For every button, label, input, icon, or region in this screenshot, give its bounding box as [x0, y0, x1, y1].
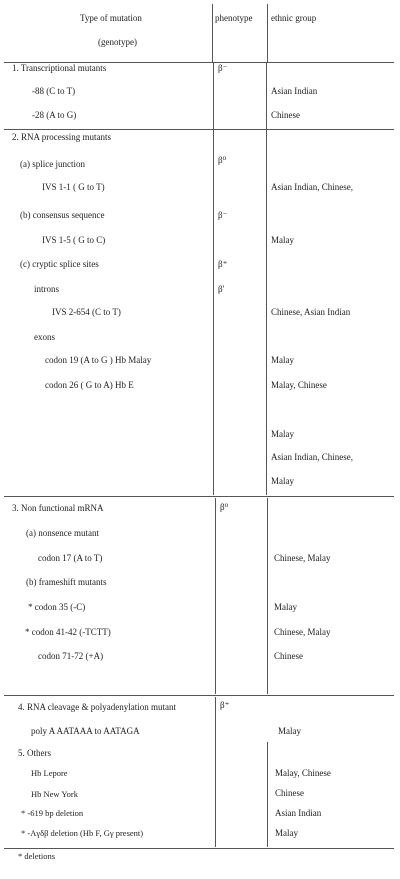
row-ethnic: Malay [275, 828, 298, 838]
column-divider-2 [266, 62, 267, 495]
row-ethnic: Malay [274, 602, 297, 612]
header-col1-line2: (genotype) [98, 37, 137, 47]
row-ethnic: Asian Indian [275, 808, 322, 818]
row-phenotype: β⁻ [218, 63, 228, 73]
footer-rule [4, 848, 394, 849]
row-text: * codon 35 (-C) [28, 602, 86, 612]
row-text: (b) frameshift mutants [26, 577, 107, 587]
row-ethnic: Malay, Chinese [271, 380, 327, 390]
row-text: (a) nonsence mutant [26, 528, 99, 538]
row-ethnic: Chinese, Malay [274, 553, 331, 563]
row-ethnic: Asian Indian [271, 86, 318, 96]
column-divider-1 [213, 62, 214, 495]
row-text: codon 17 (A to T) [38, 553, 103, 563]
row-text: (c) cryptic splice sites [20, 259, 99, 269]
header-col3: ethnic group [271, 13, 317, 23]
section-rule [4, 496, 394, 497]
footnote: * deletions [18, 851, 56, 861]
row-ethnic: Malay [271, 355, 294, 365]
row-text: -28 (A to G) [32, 110, 77, 120]
row-text: Hb Lepore [31, 768, 68, 778]
row-ethnic: Malay, Chinese [275, 768, 331, 778]
column-divider-1 [215, 498, 216, 694]
row-text: 3. Non functional mRNA [12, 503, 104, 513]
row-phenotype: β⁰ [220, 502, 229, 512]
row-text: 2. RNA processing mutants [12, 132, 111, 142]
row-text: codon 71-72 (+A) [38, 651, 104, 661]
row-phenotype: β⁻ [218, 210, 228, 220]
column-divider-2 [267, 4, 268, 62]
row-ethnic: Asian Indian, Chinese, [271, 182, 353, 192]
row-text: -88 (C to T) [32, 86, 76, 96]
row-ethnic: Chinese [274, 651, 303, 661]
column-divider-1 [215, 697, 216, 847]
row-phenotype: β⁺ [218, 259, 228, 269]
column-divider-2 [267, 742, 268, 847]
row-ethnic: Malay [271, 429, 294, 439]
row-phenotype: β⁺ [220, 700, 230, 710]
row-text: poly A AATAAA to AATAGA [31, 726, 140, 736]
row-phenotype: β⁰ [218, 155, 227, 165]
row-ethnic: Chinese, Malay [274, 627, 331, 637]
row-text: IVS 2-654 (C to T) [52, 307, 121, 317]
row-text: (a) splice junction [20, 159, 85, 169]
row-text: (b) consensus sequence [20, 210, 105, 220]
row-text: IVS 1-5 ( G to C) [42, 235, 106, 245]
section-rule [4, 695, 394, 696]
row-text: IVS 1-1 ( G to T) [42, 182, 105, 192]
row-ethnic: Chinese [275, 788, 304, 798]
row-text: * codon 41-42 (-TCTT) [25, 627, 111, 637]
row-ethnic: Chinese [271, 110, 300, 120]
row-text: codon 19 (A to G ) Hb Malay [45, 355, 152, 365]
row-ethnic: Chinese, Asian Indian [271, 307, 351, 317]
section-rule [4, 129, 394, 130]
row-ethnic: Asian Indian, Chinese, [271, 452, 353, 462]
row-text: Hb New York [31, 789, 78, 799]
row-text: 5. Others [18, 748, 51, 758]
row-text: 1. Transcriptional mutants [12, 63, 107, 73]
row-text: codon 26 ( G to A) Hb E [45, 380, 134, 390]
row-text: exons [34, 332, 55, 342]
row-text: * -619 bp deletion [21, 808, 84, 818]
row-text: 4. RNA cleavage & polyadenylation mutant [18, 702, 176, 712]
row-phenotype: β' [218, 284, 225, 294]
header-col1-line1: Type of mutation [80, 13, 142, 23]
column-divider-2 [267, 498, 268, 694]
row-ethnic: Malay [271, 235, 294, 245]
header-col2: phenotype [215, 13, 253, 23]
column-divider-1 [212, 4, 213, 62]
row-text: introns [34, 284, 60, 294]
row-text: * -Aγδβ deletion (Hb F, Gγ present) [21, 828, 144, 838]
row-ethnic: Malay [278, 726, 301, 736]
row-ethnic: Malay [271, 476, 294, 486]
